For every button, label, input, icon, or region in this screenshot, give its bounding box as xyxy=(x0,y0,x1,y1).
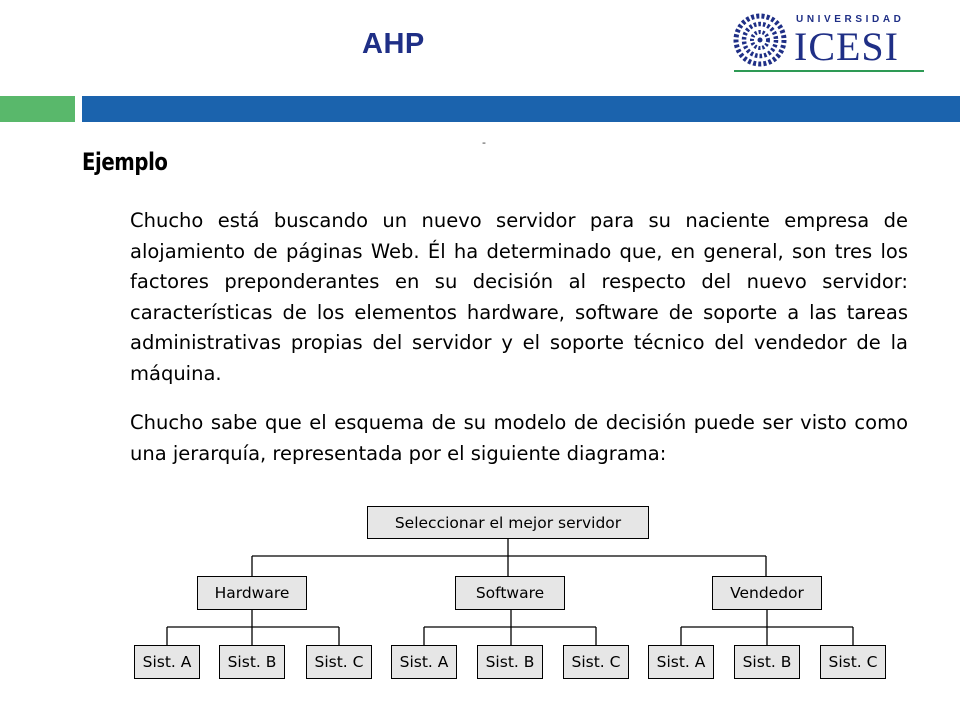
alternative-node: Sist. B xyxy=(477,645,543,679)
alternative-node: Sist. A xyxy=(391,645,457,679)
logo-underline xyxy=(734,70,924,72)
logo-emblem-icon xyxy=(732,12,792,72)
criterion-node-vendedor: Vendedor xyxy=(712,576,822,610)
paragraph-2: Chucho sabe que el esquema de su modelo de decisión puede ser visto como una jerarquía, representada por el siguiente diagrama: xyxy=(130,411,908,465)
alternative-node: Sist. C xyxy=(563,645,629,679)
alternative-node: Sist. B xyxy=(219,645,285,679)
header-bar-green xyxy=(0,96,75,122)
goal-node: Seleccionar el mejor servidor xyxy=(367,506,649,539)
alternative-node: Sist. C xyxy=(820,645,886,679)
slide-title: AHP xyxy=(362,28,425,60)
section-heading: Ejemplo xyxy=(82,148,168,176)
logo-university-text: UNIVERSIDAD xyxy=(796,14,905,25)
dash-mark: - xyxy=(482,136,486,149)
university-logo xyxy=(732,12,928,76)
alternative-node: Sist. A xyxy=(134,645,200,679)
header-bar-blue xyxy=(82,96,960,122)
alternative-node: Sist. B xyxy=(734,645,800,679)
logo-name-text: ICESI xyxy=(794,24,899,69)
criterion-node-hardware: Hardware xyxy=(197,576,307,610)
alternative-node: Sist. C xyxy=(306,645,372,679)
paragraph-1: Chucho está buscando un nuevo servidor para su naciente empresa de alojamiento de páginas Web. Él ha determinado que, en general, son tres los factores preponderantes en su decisión al respecto del nuevo servidor: características de los elementos hardware, software de soporte a las tareas administrativas propias del servidor y el soporte técnico del vendedor de la máquina. xyxy=(130,209,908,385)
alternative-node: Sist. A xyxy=(648,645,714,679)
criterion-node-software: Software xyxy=(455,576,565,610)
